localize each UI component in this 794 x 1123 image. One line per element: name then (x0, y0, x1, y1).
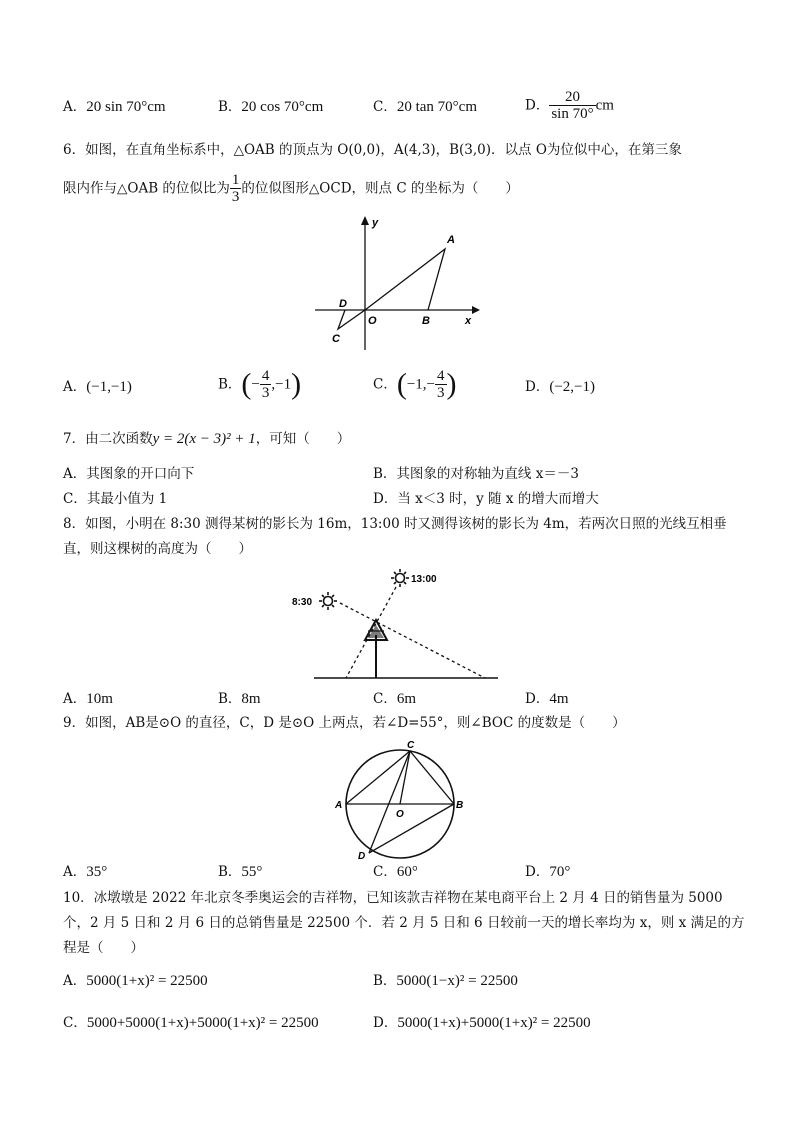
q8-stem-line1: 8．如图，小明在 8:30 测得某树的影长为 16m，13:00 时又测得该树的影长为 4m，若两次日照的光线互相垂 (63, 516, 727, 532)
point-d-label: D (358, 851, 366, 860)
point-o-label: O (396, 809, 404, 820)
point-a-label: A (447, 234, 455, 246)
q7-option-a: A．其图象的开口向下 (63, 466, 195, 482)
q6-option-b: B．(− $\frac{4}{3}$ ,−1) (218, 367, 302, 401)
time-label-830: 8:30 (292, 597, 313, 608)
q6-option-d: D．(−2,−1) (525, 379, 595, 395)
q10-option-c: C．5000+5000(1+x)+5000(1+x)² = 22500 (63, 1015, 319, 1031)
q6-ratio-fraction: $\frac{1}{3}$ (231, 172, 240, 205)
point-a-label: A (335, 800, 343, 811)
q5-option-c: C．20 tan 70°cm (373, 99, 477, 115)
q9-option-b: B．55° (218, 864, 263, 880)
q5-option-a: A．20 sin 70°cm (63, 99, 166, 115)
q10-stem-line1: 10．冰墩墩是 2022 年北京冬季奥运会的吉祥物，已知该款吉祥物在某电商平台上 2 月 4 日的销售量为 5000 (63, 890, 723, 906)
q6-coordinate-figure (310, 212, 485, 357)
q8-option-d: D．4m (525, 691, 569, 707)
q10-option-a: A．5000(1+x)² = 22500 (63, 973, 208, 989)
q8-option-a: A．10m (63, 691, 113, 707)
q10-option-d: D．5000(1+x)+5000(1+x)² = 22500 (373, 1015, 591, 1031)
q7-option-c: C．其最小值为 1 (63, 491, 168, 507)
q10-stem-line3: 程是（ ） (63, 940, 144, 956)
q9-stem: 9．如图，AB是⊙O 的直径，C，D 是⊙O 上两点，若∠D=55°，则∠BOC 的度数是（ ） (63, 715, 626, 731)
chord-db (369, 804, 454, 853)
q5-option-b: B．20 cos 70°cm (218, 99, 324, 115)
point-d-label: D (339, 298, 347, 310)
q9-option-c: C．60° (373, 864, 418, 880)
q8-stem-line2: 直，则这棵树的高度为（ ） (63, 541, 252, 557)
point-b-label: B (422, 315, 430, 327)
q6-stem-line2: 限内作与△OAB 的位似比为 $\frac{1}{3}$ 的位似图形△OCD，则点 C 的坐标为（ ） (63, 172, 519, 205)
q7-option-d: D．当 x＜3 时，y 随 x 的增大而增大 (373, 491, 599, 507)
q6-option-c: C．(−1,− $\frac{4}{3}$ ) (373, 367, 457, 401)
q7-option-b: B．其图象的对称轴为直线 x＝－3 (373, 466, 579, 482)
point-b-label: B (456, 800, 464, 811)
point-c-label: C (332, 333, 340, 345)
q9-circle-figure (330, 738, 470, 860)
triangle-oab (365, 249, 445, 310)
y-label: y (372, 217, 379, 229)
q8-option-b: B．8m (218, 691, 261, 707)
q9-option-d: D．70° (525, 864, 571, 880)
time-label-1300: 13:00 (411, 574, 437, 585)
q10-option-b: B．5000(1−x)² = 22500 (373, 973, 518, 989)
point-c-label: C (407, 740, 415, 751)
point-o-label: O (368, 315, 377, 327)
x-label: x (465, 315, 472, 327)
q6-stem-line1: 6．如图，在直角坐标系中，△OAB 的顶点为 O(0,0)，A(4,3)，B(3,0)．以点 O为位似中心，在第三象 (63, 142, 682, 158)
q10-stem-line2: 个，2 月 5 日和 2 月 6 日的总销售量是 22500 个．若 2 月 5 日和 6 日较前一天的增长率均为 x，则 x 满足的方 (63, 915, 745, 931)
sun-icon-830 (319, 592, 337, 610)
q8-option-c: C．6m (373, 691, 417, 707)
ray-1300 (346, 587, 396, 678)
ray-830 (340, 603, 485, 678)
q6-option-a: A．(−1,−1) (63, 379, 132, 395)
sun-icon-1300 (391, 569, 409, 587)
triangle-ocd (338, 310, 365, 329)
chord-ac (346, 751, 410, 804)
q8-tree-shadow-figure (288, 565, 503, 683)
chord-cd (369, 751, 410, 853)
q5-option-d: D． $\frac{20}{\sin 70^\circ}$ cm (525, 89, 614, 122)
q7-stem: 7．由二次函数y = 2(x − 3)² + 1，可知（ ） (63, 431, 351, 447)
q9-option-a: A．35° (63, 864, 108, 880)
radius-oc (400, 751, 410, 804)
